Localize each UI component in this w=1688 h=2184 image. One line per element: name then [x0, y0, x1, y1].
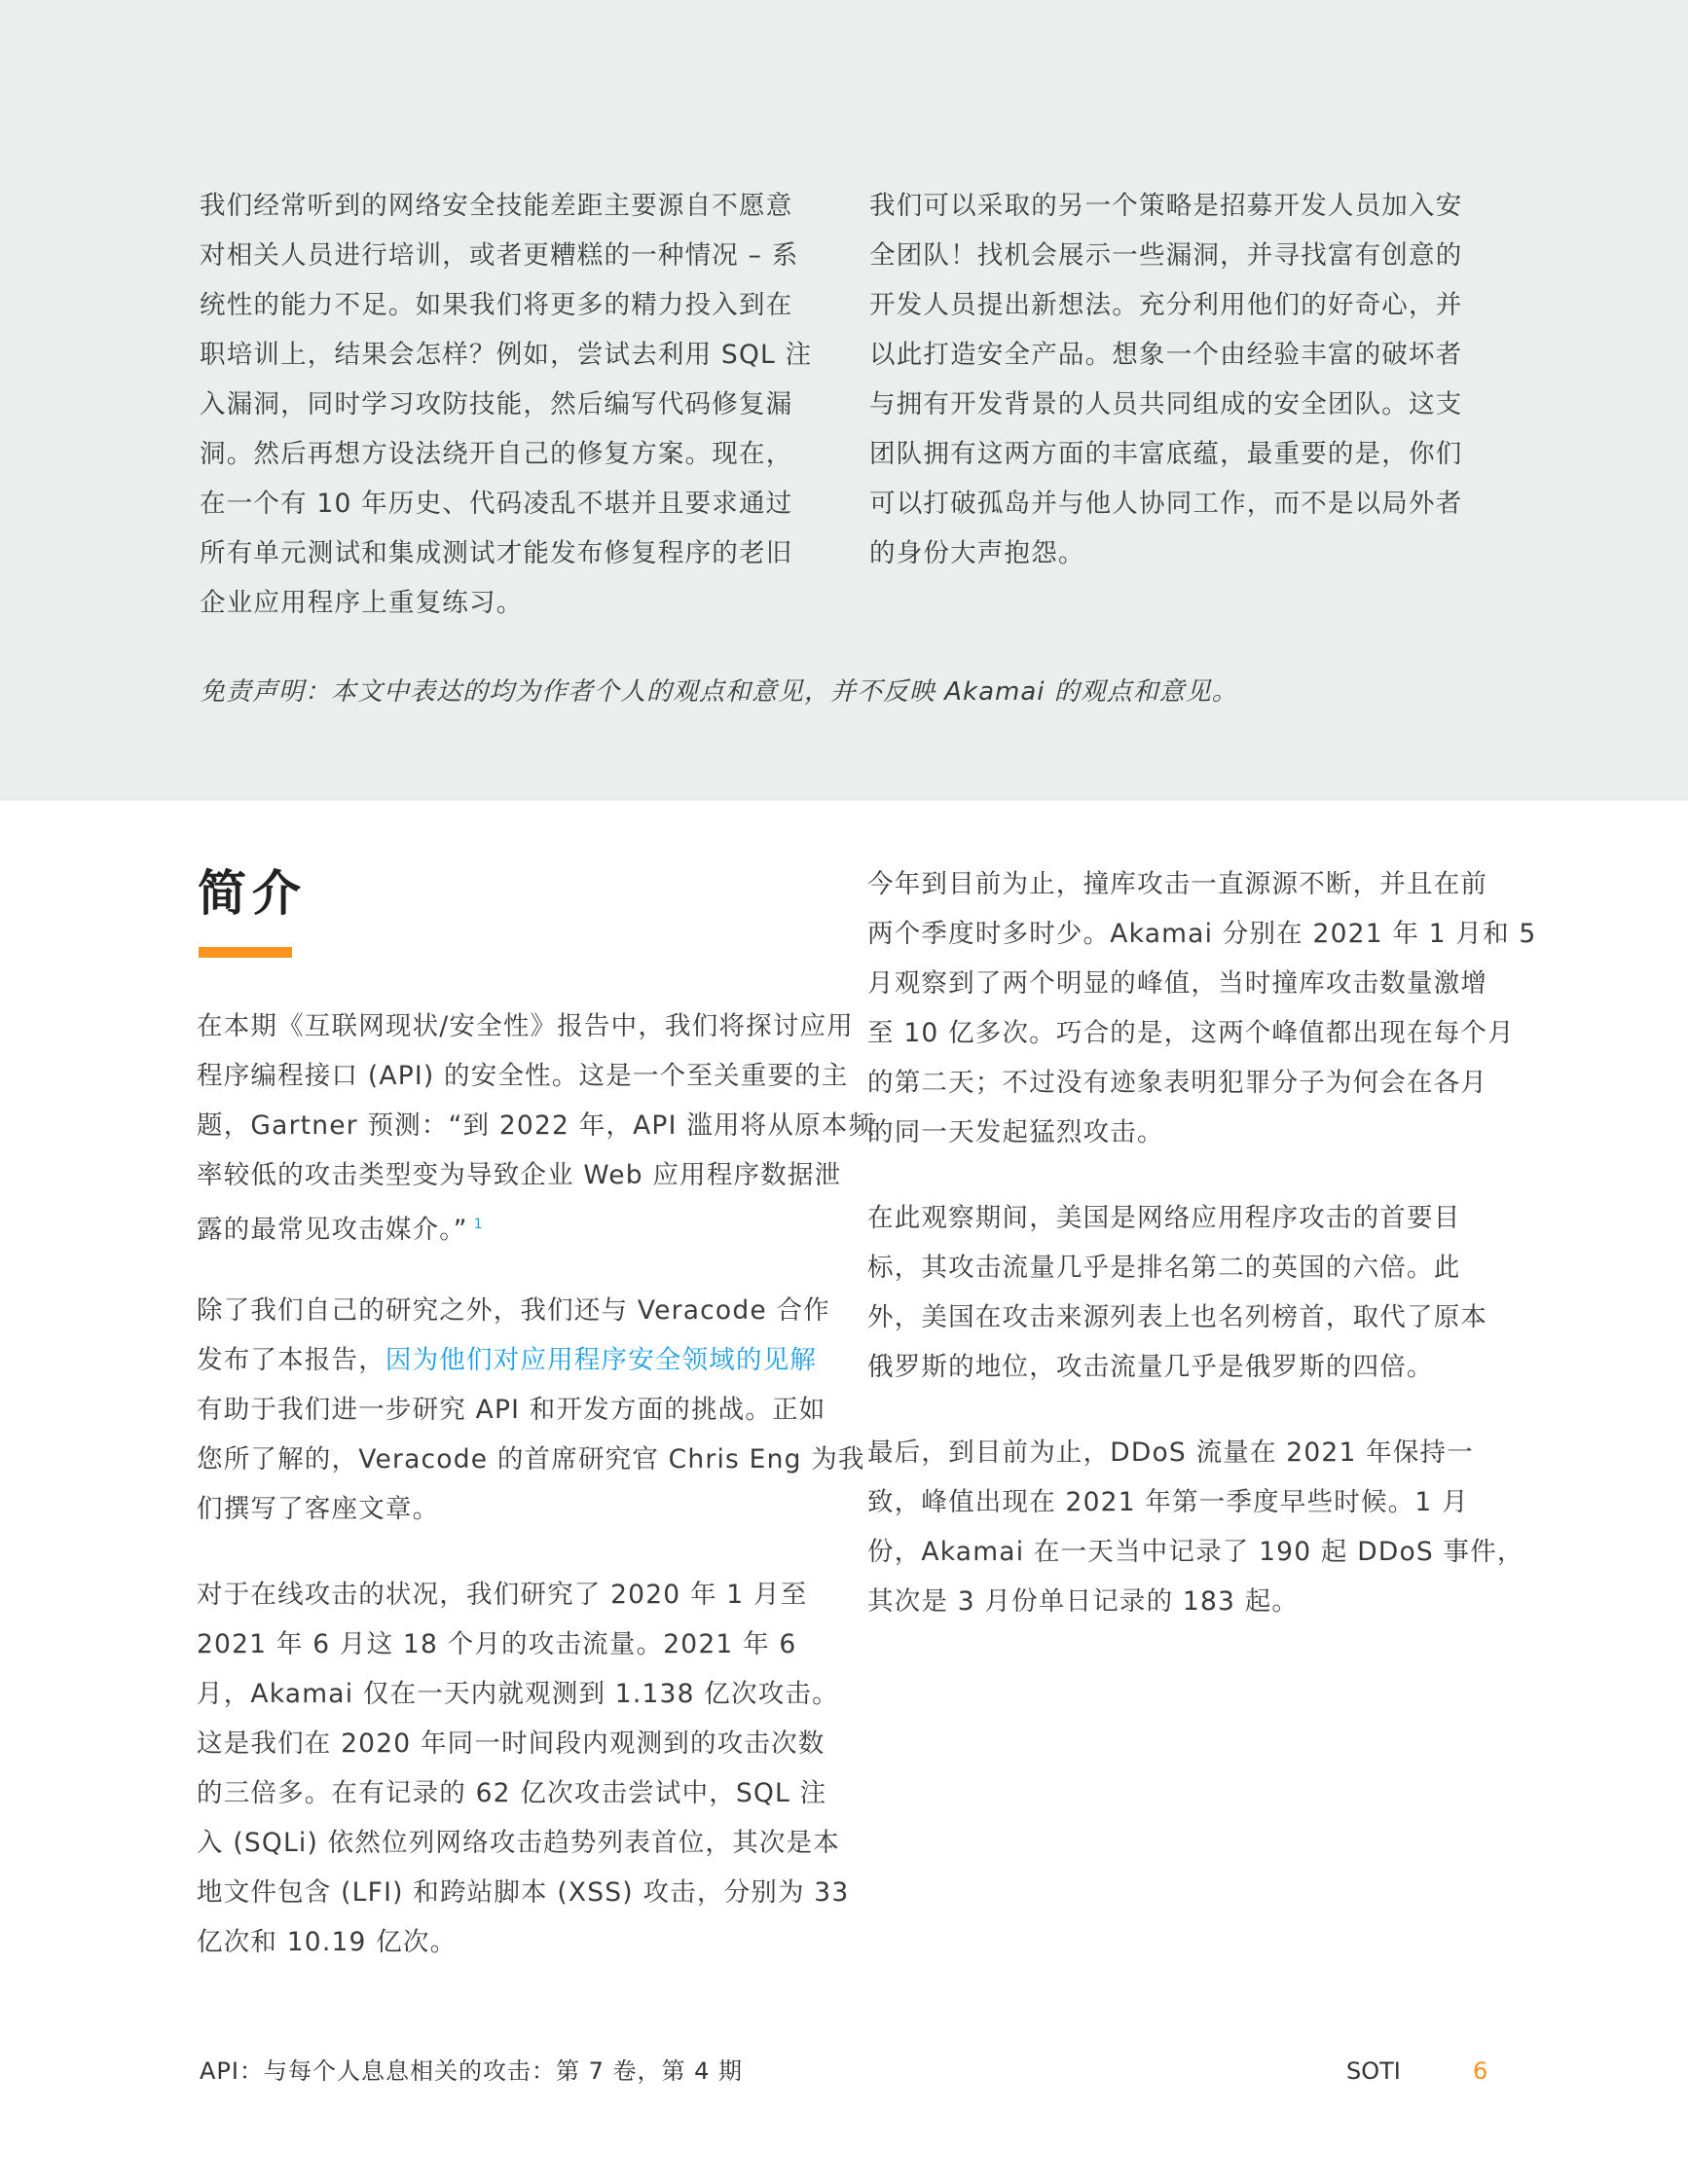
text-line: 团队拥有这两方面的丰富底蕴，最重要的是，你们: [869, 439, 1463, 469]
text-line: 可以打破孤岛并与他人协同工作，而不是以局外者: [869, 489, 1463, 519]
paragraph: [197, 1001, 876, 1250]
text-line: 亿次和 10.19 亿次。: [197, 1927, 458, 1957]
text-line: 在此观察期间，美国是网络应用程序攻击的首要目: [867, 1203, 1461, 1233]
text-line: 发布了本报告，因为他们对应用程序安全领域的见解: [197, 1345, 818, 1375]
text-line: 有助于我们进一步研究 API 和开发方面的挑战。正如: [197, 1395, 826, 1425]
text-line: 们撰写了客座文章。: [197, 1494, 440, 1524]
text-line: 在一个有 10 年历史、代码凌乱不堪并且要求通过: [200, 489, 793, 519]
text-line: 企业应用程序上重复练习。: [200, 588, 524, 618]
paragraph: [867, 1428, 1524, 1626]
text-line: 题，Gartner 预测：“到 2022 年，API 滥用将从原本频: [197, 1110, 876, 1141]
section-heading: 简介: [198, 865, 307, 922]
paragraph: [867, 859, 1537, 1157]
text-line: 统性的能力不足。如果我们将更多的精力投入到在: [200, 290, 793, 320]
text-line: 职培训上，结果会怎样？例如，尝试去利用 SQL 注: [200, 340, 813, 370]
text-line: 月观察到了两个明显的峰值，当时撞库攻击数量激增: [867, 968, 1488, 999]
text-line: 除了我们自己的研究之外，我们还与 Veracode 合作: [197, 1295, 830, 1326]
disclaimer: 免责声明：本文中表达的均为作者个人的观点和意见，并不反映 Akamai 的观点和意见。: [200, 677, 1238, 707]
text-line: 以此打造安全产品。想象一个由经验丰富的破坏者: [869, 340, 1463, 370]
text-line: 月，Akamai 仅在一天内就观测到 1.138 亿次攻击。: [197, 1679, 839, 1709]
footer-brand: SOTI: [1346, 2057, 1401, 2085]
text-line: 入漏洞，同时学习攻防技能，然后编写代码修复漏: [200, 389, 793, 419]
text-line: 入 (SQLi) 依然位列网络攻击趋势列表首位，其次是本: [197, 1828, 840, 1858]
text-line: 份，Akamai 在一天当中记录了 190 起 DDoS 事件，: [867, 1537, 1524, 1567]
guest-article-right-column: [869, 181, 1512, 614]
text-line: 标，其攻击流量几乎是排名第二的英国的六倍。此: [867, 1253, 1461, 1283]
text-line: 的同一天发起猛烈攻击。: [867, 1117, 1164, 1147]
text-line: 与拥有开发背景的人员共同组成的安全团队。这支: [869, 389, 1463, 419]
text-line: 的第二天；不过没有迹象表明犯罪分子为何会在各月: [867, 1068, 1488, 1098]
text-line: 洞。然后再想方设法绕开自己的修复方案。现在，: [200, 439, 793, 469]
text-line: 在本期《互联网现状/安全性》报告中，我们将探讨应用: [197, 1011, 854, 1041]
text-line: 最后，到目前为止，DDoS 流量在 2021 年保持一: [867, 1438, 1474, 1468]
intro-left-column: [197, 1001, 876, 2003]
text-line: 这是我们在 2020 年同一时间段内观测到的攻击次数: [197, 1729, 826, 1759]
text-line: 程序编程接口 (API) 的安全性。这是一个至关重要的主: [197, 1061, 849, 1091]
intro-right-column: [867, 859, 1537, 1662]
paragraph: [869, 181, 1512, 578]
text-line: 至 10 亿多次。巧合的是，这两个峰值都出现在每个月: [867, 1018, 1515, 1048]
text-line: 今年到目前为止，撞库攻击一直源源不断，并且在前: [867, 869, 1488, 899]
footnote-link[interactable]: 1: [473, 1217, 484, 1232]
text-line: 开发人员提出新想法。充分利用他们的好奇心，并: [869, 290, 1463, 320]
text-line: 我们经常听到的网络安全技能差距主要源自不愿意: [200, 191, 793, 221]
text-line: 对相关人员进行培训，或者更糟糕的一种情况 – 系: [200, 240, 799, 271]
paragraph: [200, 181, 842, 628]
text-line: 俄罗斯的地位，攻击流量几乎是俄罗斯的四倍。: [867, 1352, 1434, 1382]
text-line: 其次是 3 月份单日记录的 183 起。: [867, 1586, 1300, 1617]
veracode-insights-link[interactable]: 因为他们对应用程序安全领域的见解: [385, 1345, 818, 1375]
text-line: 露的最常见攻击媒介。” $^1$: [197, 1214, 484, 1245]
paragraph: [197, 1286, 865, 1534]
text-line: 对于在线攻击的状况，我们研究了 2020 年 1 月至: [197, 1580, 808, 1610]
text-line: 我们可以采取的另一个策略是招募开发人员加入安: [869, 191, 1463, 221]
heading-accent-bar: [199, 947, 292, 958]
paragraph: [867, 1193, 1510, 1392]
text-line: 2021 年 6 月这 18 个月的攻击流量。2021 年 6: [197, 1629, 797, 1659]
text-line: 所有单元测试和集成测试才能发布修复程序的老旧: [200, 538, 793, 568]
text-line: 率较低的攻击类型变为导致企业 Web 应用程序数据泄: [197, 1160, 842, 1190]
text-line: 的身份大声抱怨。: [869, 538, 1085, 568]
text-line: 的三倍多。在有记录的 62 亿次攻击尝试中，SQL 注: [197, 1778, 827, 1808]
footer-report-title: API：与每个人息息相关的攻击：第 7 卷，第 4 期: [200, 2057, 744, 2085]
text-line: 外，美国在攻击来源列表上也名列榜首，取代了原本: [867, 1302, 1488, 1332]
text-line: 全团队！找机会展示一些漏洞，并寻找富有创意的: [869, 240, 1463, 271]
text-line: 地文件包含 (LFI) 和跨站脚本 (XSS) 攻击，分别为 33: [197, 1877, 850, 1908]
paragraph: [197, 1570, 850, 1967]
page-number: 6: [1473, 2057, 1488, 2085]
text-line: 您所了解的，Veracode 的首席研究官 Chris Eng 为我: [197, 1444, 865, 1474]
guest-article-left-column: [200, 181, 842, 664]
text-line: 两个季度时多时少。Akamai 分别在 2021 年 1 月和 5: [867, 919, 1537, 949]
text-line: 致，峰值出现在 2021 年第一季度早些时候。1 月: [867, 1487, 1469, 1517]
